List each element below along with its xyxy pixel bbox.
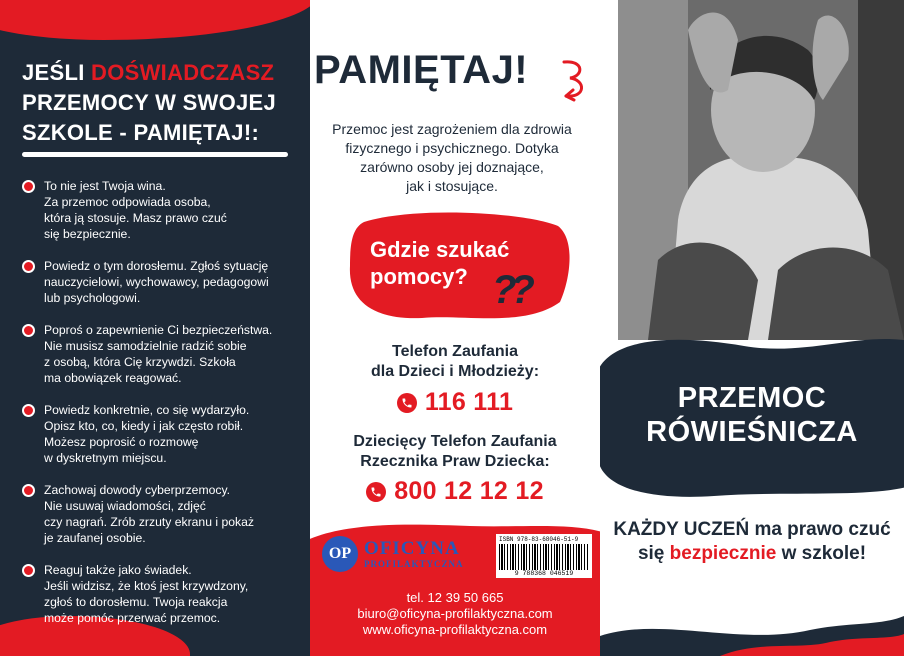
bullet-icon — [22, 180, 35, 193]
curved-arrow-icon — [558, 56, 588, 104]
bullet-icon — [22, 404, 35, 417]
phone-icon — [397, 393, 417, 413]
publisher-subtitle: PROFILAKTYCZNA — [364, 559, 464, 569]
list-item — [22, 258, 297, 306]
main-title: PRZEMOC RÓWIEŚNICZA — [646, 382, 858, 448]
help-question: Gdzie szukać pomocy? — [370, 237, 510, 289]
bullet-icon — [22, 484, 35, 497]
contact-phone[interactable]: tel. 12 39 50 665 — [406, 590, 504, 605]
tip-text: Powiedz konkretnie, co się wydarzyło. Opisz kto, co, kiedy i jak często robił. Możesz poprosić o rozmowę w dyskretnym miejscu. — [44, 403, 250, 465]
list-item — [22, 402, 297, 466]
heading-highlight: DOŚWIADCZASZ — [91, 60, 275, 85]
hotline2-row — [310, 477, 600, 506]
hotline2-number[interactable]: 800 12 12 12 — [394, 477, 544, 505]
intro-text: Przemoc jest zagrożeniem dla zdrowia fizycznego i psychicznego. Dotyka zarówno osoby jej doznające, jak i stosujące. — [332, 121, 572, 194]
tip-text: Zachowaj dowody cyberprzemocy. Nie usuwaj wiadomości, zdjęć czy nagrań. Zrób zrzuty ekranu i pokaż je zaufanej osobie. — [44, 483, 254, 545]
red-wave-decoration — [0, 0, 310, 40]
left-panel — [0, 0, 310, 656]
tip-text: Poproś o zapewnienie Ci bezpieczeństwa. Nie musisz samodzielnie radzić sobie z osobą, która Cię krzywdzi. Szkoła ma obowiązek reagować. — [44, 323, 273, 385]
contact-email[interactable]: biuro@oficyna-profilaktyczna.com — [357, 606, 553, 621]
hotline1-number[interactable]: 116 111 — [424, 388, 514, 416]
list-item — [22, 178, 297, 242]
question-marks-icon: ?? — [492, 268, 529, 312]
left-heading: JEŚLI DOŚWIADCZASZ PRZEMOCY W SWOJEJ SZKOLE - PAMIĘTAJ!: — [22, 60, 277, 145]
isbn-barcode — [496, 534, 592, 578]
list-item — [22, 482, 297, 546]
tip-text: Powiedz o tym dorosłemu. Zgłoś sytuację nauczycielowi, wychowawcy, pedagogowi lub psychologowi. — [44, 259, 269, 305]
tip-text: To nie jest Twoja wina. Za przemoc odpowiada osoba, która ją stosuje. Masz prawo czuć się bezpiecznie. — [44, 179, 227, 241]
bullet-icon — [22, 260, 35, 273]
divider — [22, 152, 288, 157]
publisher-logo-mark: OP — [322, 536, 358, 572]
hotline1-title: Telefon Zaufania dla Dzieci i Młodzieży: — [370, 343, 540, 380]
contact-website[interactable]: www.oficyna-profilaktyczna.com — [362, 622, 548, 637]
barcode-icon — [499, 544, 589, 570]
publisher-name: OFICYNA — [364, 538, 460, 559]
remember-heading: PAMIĘTAJ! — [314, 48, 529, 92]
claim-highlight: bezpiecznie — [669, 543, 777, 564]
claim-text: KAŻDY UCZEŃ ma prawo czuć się bezpiecznie w szkole! — [613, 519, 891, 564]
bullet-icon — [22, 564, 35, 577]
list-item — [22, 322, 297, 386]
hotline2-title: Dziecięcy Telefon Zaufania Rzecznika Praw Dziecka: — [353, 433, 557, 470]
contact-info — [310, 590, 600, 638]
middle-panel — [310, 0, 600, 656]
bullet-icon — [22, 324, 35, 337]
tips-list — [22, 178, 297, 642]
isbn-text: ISBN 978-83-68046-51-9 — [499, 536, 579, 543]
publisher-logo — [322, 536, 464, 572]
barcode-digits: 9 788368 046519 — [514, 570, 574, 577]
hotline1-row — [310, 388, 600, 417]
photo-sad-boy — [618, 0, 904, 340]
right-panel — [600, 0, 904, 656]
bottom-wave-decoration — [600, 596, 904, 656]
phone-icon — [366, 482, 386, 502]
tip-text: Reaguj także jako świadek. Jeśli widzisz, że ktoś jest krzywdzony, zgłoś to dorosłemu. Twoja reakcja może pomóc przerwać przemoc. — [44, 563, 249, 625]
list-item — [22, 562, 297, 626]
